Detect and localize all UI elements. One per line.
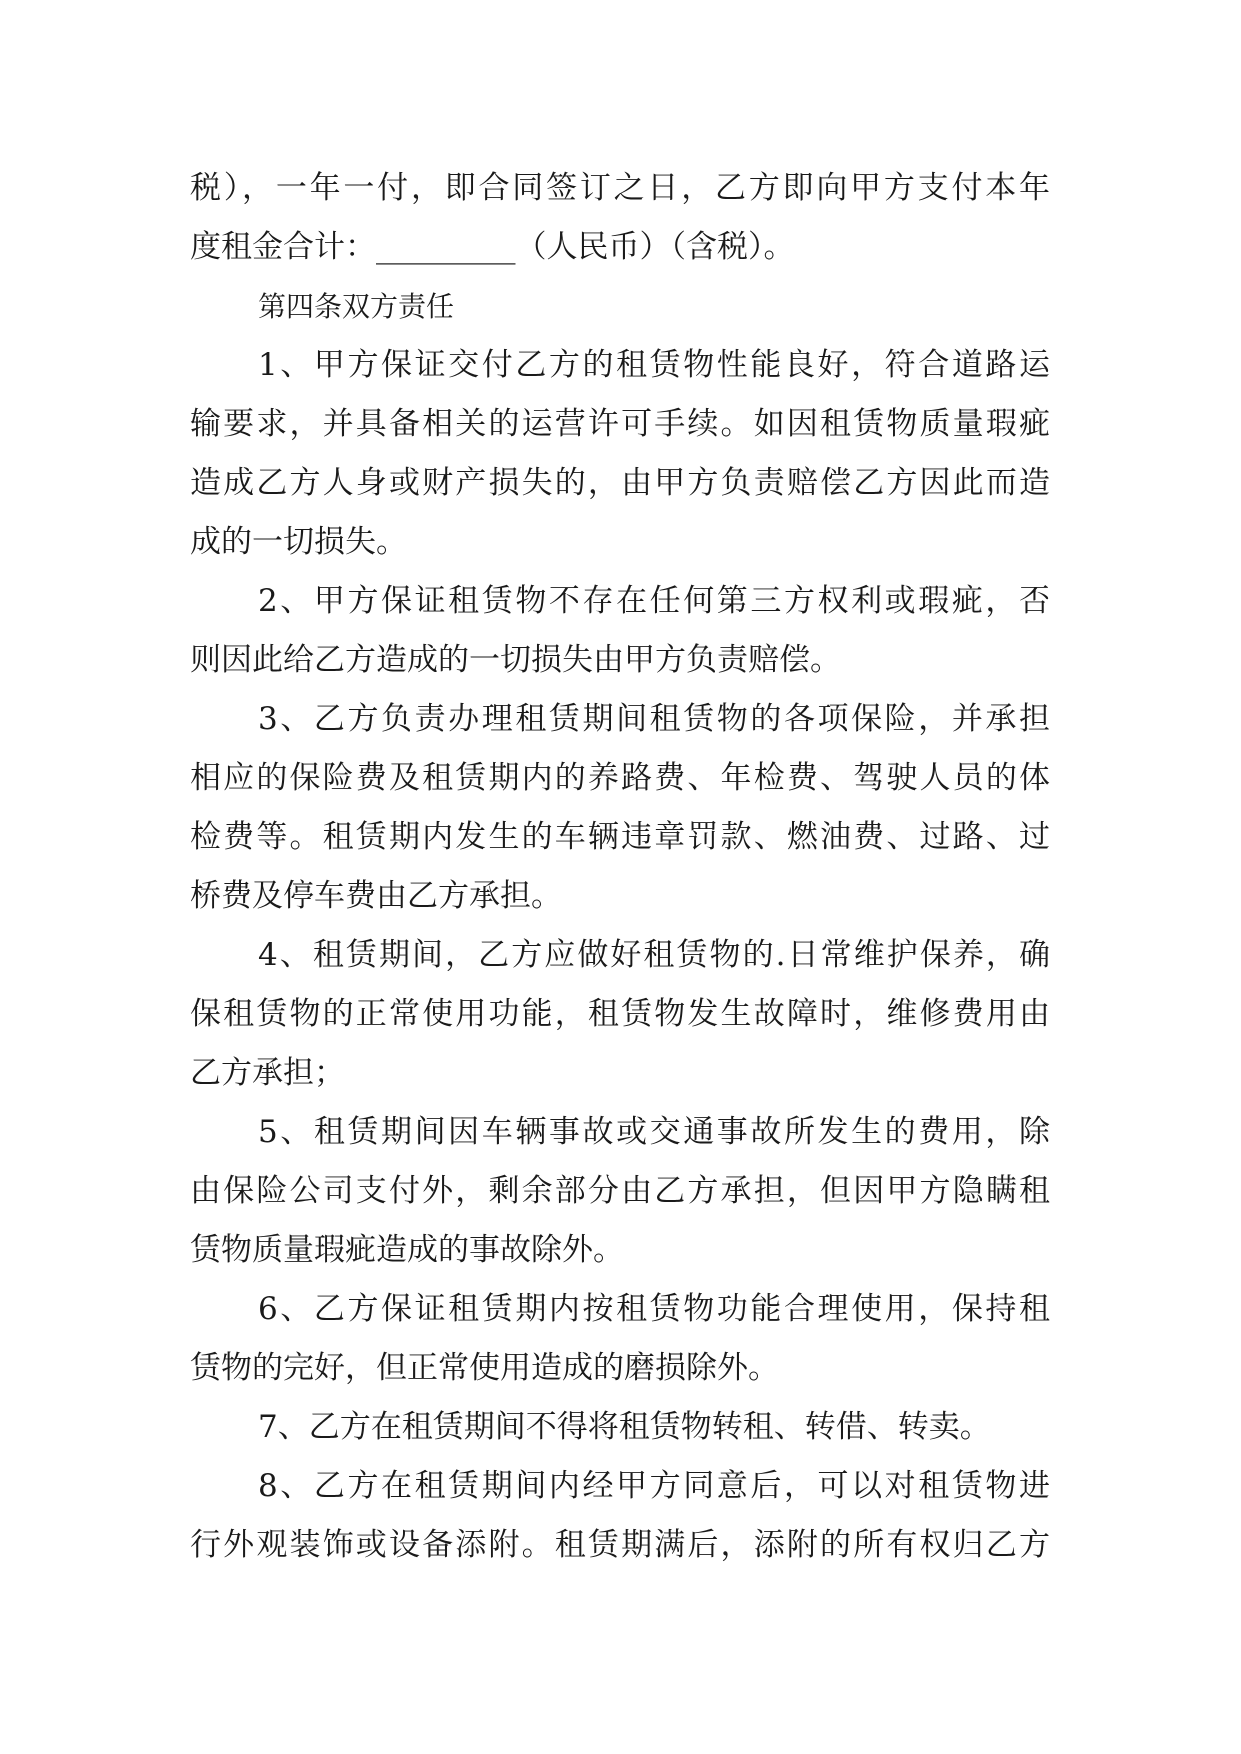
- text-line: 行外观装饰或设备添附。租赁期满后，添附的所有权归乙方: [190, 1527, 1050, 1563]
- text-line: 由保险公司支付外，剩余部分由乙方承担，但因甲方隐瞒租: [190, 1173, 1050, 1209]
- text-line: 2、甲方保证租赁物不存在任何第三方权利或瑕疵，否: [258, 583, 1050, 619]
- text-line: 乙方承担；: [190, 1055, 345, 1091]
- text-line: 4、租赁期间，乙方应做好租赁物的.日常维护保养，确: [258, 937, 1050, 973]
- text-line: 保租赁物的正常使用功能，租赁物发生故障时，维修费用由: [190, 996, 1050, 1032]
- text-line: 赁物质量瑕疵造成的事故除外。: [190, 1232, 624, 1268]
- section-heading: 第四条双方责任: [258, 290, 455, 323]
- text-line: 成的一切损失。: [190, 524, 407, 560]
- text-line: 8、乙方在租赁期间内经甲方同意后，可以对租赁物进: [258, 1468, 1050, 1504]
- document-body: [190, 159, 1050, 1575]
- text-line: 税），一年一付，即合同签订之日，乙方即向甲方支付本年: [190, 170, 1050, 206]
- text-line: 输要求，并具备相关的运营许可手续。如因租赁物质量瑕疵: [190, 406, 1050, 442]
- text-line: 度租金合计：_________（人民币）（含税）。: [190, 229, 795, 265]
- text-line: 检费等。租赁期内发生的车辆违章罚款、燃油费、过路、过: [190, 819, 1050, 855]
- text-line: 7、乙方在租赁期间不得将租赁物转租、转借、转卖。: [258, 1409, 991, 1445]
- text-line: 6、乙方保证租赁期内按租赁物功能合理使用，保持租: [258, 1291, 1050, 1327]
- text-line: 5、租赁期间因车辆事故或交通事故所发生的费用，除: [258, 1114, 1050, 1150]
- text-line: 3、乙方负责办理租赁期间租赁物的各项保险，并承担: [258, 701, 1050, 737]
- text-line: 造成乙方人身或财产损失的，由甲方负责赔偿乙方因此而造: [190, 465, 1050, 501]
- text-line: 则因此给乙方造成的一切损失由甲方负责赔偿。: [190, 642, 841, 678]
- text-line: 桥费及停车费由乙方承担。: [190, 878, 562, 914]
- text-line: 1、甲方保证交付乙方的租赁物性能良好，符合道路运: [258, 347, 1050, 383]
- text-line: 赁物的完好，但正常使用造成的磨损除外。: [190, 1350, 779, 1386]
- text-line: 相应的保险费及租赁期内的养路费、年检费、驾驶人员的体: [190, 760, 1050, 796]
